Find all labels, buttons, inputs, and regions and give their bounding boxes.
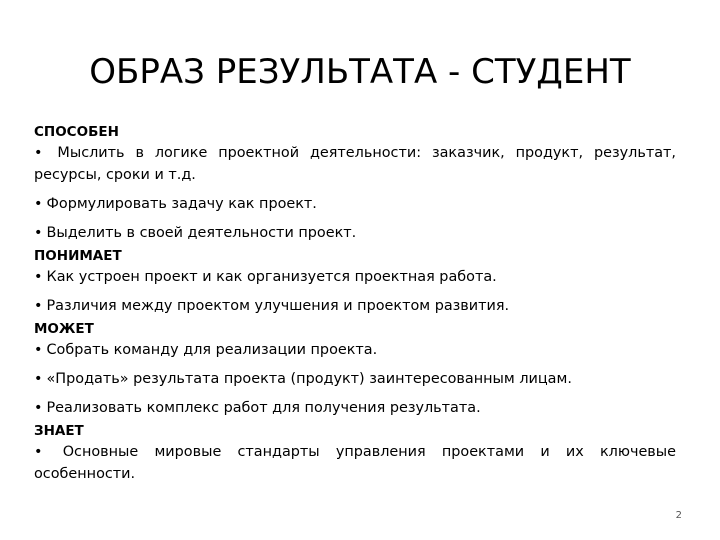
list-item-text: «Продать» результата проекта (продукт) заинтересованным лицам.: [46, 371, 572, 387]
slide-content: [34, 123, 676, 492]
section-heading-sposoben: СПОСОБЕН: [34, 124, 119, 140]
list-item-text: Собрать команду для реализации проекта.: [46, 342, 378, 358]
list-item: [34, 222, 676, 244]
list-item: [34, 266, 676, 288]
bullet-icon: •: [34, 196, 43, 212]
list-item: [34, 142, 676, 186]
list-item-text: Выделить в своей деятельности проект.: [46, 225, 357, 241]
list-item: [34, 295, 676, 317]
list-item-text: Мыслить в логике проектной деятельности: заказчик, продукт, результат, ресурсы, сроки и т.д.: [34, 145, 676, 183]
list-item: [34, 193, 676, 215]
bullet-icon: •: [34, 400, 43, 416]
bullet-icon: •: [34, 444, 43, 460]
section-heading-znaet: ЗНАЕТ: [34, 423, 84, 439]
list-item: [34, 368, 676, 390]
slide-title: ОБРАЗ РЕЗУЛЬТАТА - СТУДЕНТ: [89, 52, 631, 92]
bullet-icon: •: [34, 225, 43, 241]
page-number: 2: [675, 510, 682, 521]
section-heading-mozhet: МОЖЕТ: [34, 321, 94, 337]
list-item: [34, 339, 676, 361]
bullet-icon: •: [34, 371, 43, 387]
list-item-text: Формулировать задачу как проект.: [46, 196, 317, 212]
list-item-text: Реализовать комплекс работ для получения результата.: [46, 400, 481, 416]
list-item-text: Различия между проектом улучшения и проектом развития.: [46, 298, 510, 314]
bullet-icon: •: [34, 269, 43, 285]
bullet-icon: •: [34, 342, 43, 358]
section-heading-ponimaet: ПОНИМАЕТ: [34, 248, 122, 264]
list-item: [34, 441, 676, 485]
bullet-icon: •: [34, 298, 43, 314]
list-item-text: Основные мировые стандарты управления проектами и их ключевые особенности.: [34, 444, 676, 482]
bullet-icon: •: [34, 145, 43, 161]
list-item-text: Как устроен проект и как организуется проектная работа.: [46, 269, 497, 285]
list-item: [34, 397, 676, 419]
